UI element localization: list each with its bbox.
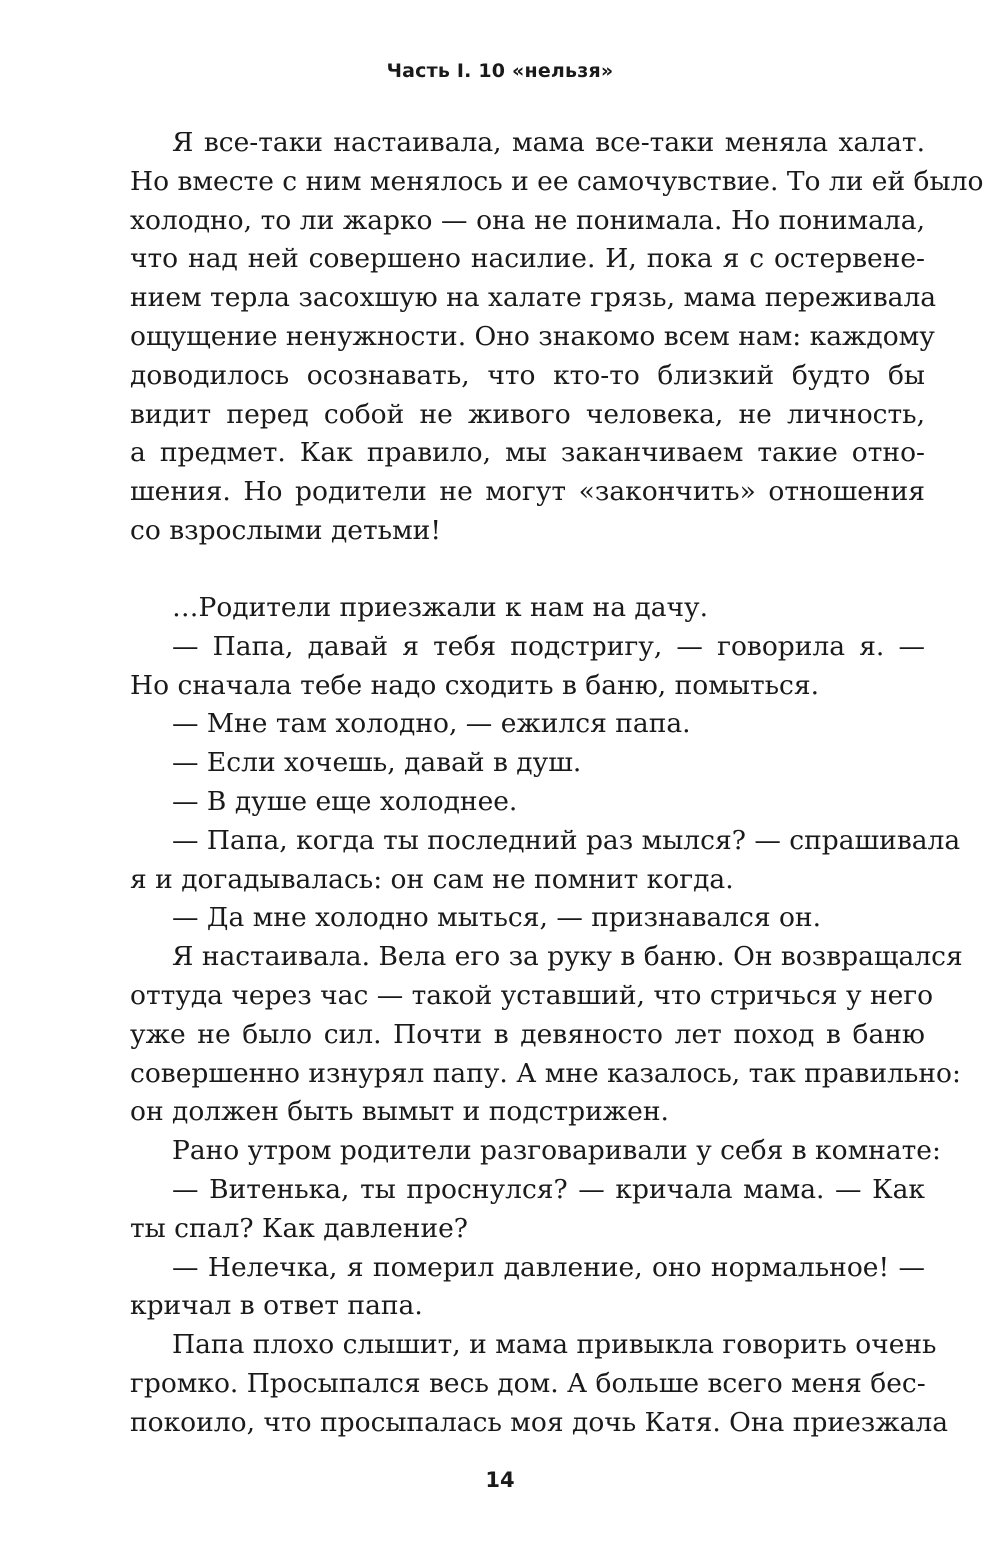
text-line: Рано утром родители разговаривали у себя в комнате:: [172, 1135, 941, 1167]
text-line: что над ней совершено насилие. И, пока я с остервене-: [130, 243, 925, 275]
text-line: он должен быть вымыт и подстрижен.: [130, 1096, 669, 1128]
text-line: я и догадывалась: он сам не помнит когда.: [130, 863, 734, 895]
text-line: ощущение ненужности. Оно знакомо всем нам: каждому: [130, 320, 935, 352]
text-line: а предмет. Как правило, мы заканчиваем такие отно-: [130, 437, 925, 469]
text-line: — Папа, когда ты последний раз мылся? — спрашивала: [172, 824, 961, 856]
text-line: нием терла засохшую на халате грязь, мама переживала: [130, 282, 937, 314]
text-line: — Папа, давай я тебя подстригу, — говорила я. —: [172, 630, 925, 662]
text-line: Папа плохо слышит, и мама привыкла говорить очень: [172, 1329, 937, 1361]
text-line: …Родители приезжали к нам на дачу.: [172, 592, 709, 623]
text-line: — В душе еще холоднее.: [172, 785, 518, 817]
text-line: со взрослыми детьми!: [130, 514, 441, 546]
text-line: — Если хочешь, давай в душ.: [172, 747, 582, 779]
text-line: Но сначала тебе надо сходить в баню, помыться.: [130, 669, 820, 701]
text-line: — Нелечка, я померил давление, оно нормальное! —: [172, 1251, 925, 1283]
text-line: Но вместе с ним менялось и ее самочувствие. То ли ей было: [130, 165, 984, 197]
text-line: Я все-таки настаивала, мама все-таки меняла халат.: [172, 127, 925, 158]
text-line: громко. Просыпался весь дом. А больше всего меня бес-: [130, 1367, 926, 1399]
text-line: — Витенька, ты проснулся? — кричала мама. — Как: [172, 1173, 925, 1205]
paragraph-halat: [130, 124, 984, 551]
text-line: Я настаивала. Вела его за руку в баню. Он возвращался: [172, 941, 963, 973]
page-number: 14: [485, 1468, 515, 1492]
dacha-dialogue: [130, 589, 963, 1443]
text-line: — Мне там холодно, — ежился папа.: [172, 708, 691, 740]
text-line: холодно, то ли жарко — она не понимала. Но понимала,: [130, 204, 925, 236]
text-line: совершенно изнурял папу. А мне казалось, так правильно:: [130, 1057, 961, 1089]
text-line: оттуда через час — такой уставший, что стричься у него: [130, 979, 934, 1011]
text-line: шения. Но родители не могут «закончить» отношения: [130, 476, 925, 508]
text-line: — Да мне холодно мыться, — признавался он.: [172, 902, 822, 934]
text-line: покоило, что просыпалась моя дочь Катя. Она приезжала: [130, 1406, 949, 1438]
text-line: доводилось осознавать, что кто-то близкий будто бы: [130, 359, 925, 391]
running-header: Часть I. 10 «нельзя»: [386, 60, 614, 82]
text-line: видит перед собой не живого человека, не личность,: [130, 398, 925, 430]
text-line: ты спал? Как давление?: [130, 1212, 469, 1244]
text-line: кричал в ответ папа.: [130, 1290, 423, 1322]
text-line: уже не было сил. Почти в девяносто лет поход в баню: [130, 1018, 925, 1050]
